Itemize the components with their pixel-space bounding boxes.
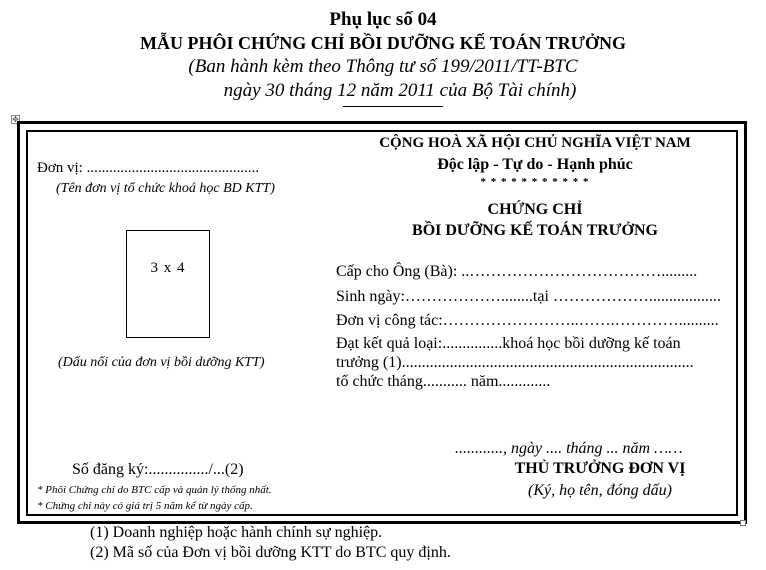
footnote-1: (1) Doanh nghiệp hoặc hành chính sự nghiệp. [90,524,383,541]
field-workplace: Đơn vị công tác:……………………..…….………….......... [336,312,719,329]
decorative-stars: * * * * * * * * * * * [480,176,590,188]
photo-size-label: 3 x 4 [150,260,186,276]
header-divider [343,106,443,107]
stamp-caption: (Dấu nổi của đơn vị bồi dưỡng KTT) [58,355,265,370]
issued-note: (Ban hành kèm theo Thông tư số 199/2011/TT-BTC [188,56,578,77]
document-title: Phụ lục số 04 [329,9,437,30]
field-result: Đạt kết quả loại:...............khoá học bồi dưỡng kế toán [336,335,681,352]
document-subtitle: MẪU PHÔI CHỨNG CHỈ BỒI DƯỠNG KẾ TOÁN TRƯỞNG [139,33,627,53]
nation-name: CỘNG HOÀ XÃ HỘI CHỦ NGHĨA VIỆT NAM [379,135,691,151]
note-validity: * Chứng chỉ này có giá trị 5 năm kể từ ngày cấp. [37,500,253,512]
resize-handle[interactable] [740,520,746,526]
certificate-subtitle: BỒI DƯỠNG KẾ TOÁN TRƯỞNG [412,222,658,239]
footnote-2: (2) Mã số của Đơn vị bồi dưỡng KTT do BTC quy định. [90,544,451,561]
table-move-handle-icon[interactable]: ✥ [12,115,19,124]
signing-date-line: ............, ngày .... tháng ... năm …… [455,440,683,457]
unit-caption: (Tên đơn vị tổ chức khoá học BD KTT) [56,181,275,196]
note-issuance: * Phôi Chứng chỉ do BTC cấp và quản lý thống nhất. [37,484,272,496]
head-of-unit-title: THỦ TRƯỞNG ĐƠN VỊ [514,460,686,477]
field-issued-to: Cấp cho Ông (Bà): ..………………………………......... [336,263,698,280]
field-course-type: trưởng (1)......................................................................... [336,354,694,371]
field-birth: Sinh ngày:………………........tại ……………….................. [336,288,721,305]
unit-field: Đơn vị: .............................................. [37,160,260,176]
signature-caption: (Ký, họ tên, đóng dấu) [528,482,672,499]
registration-number: Số đăng ký:.............../...(2) [72,461,244,478]
issued-date: ngày 30 tháng 12 năm 2011 của Bộ Tài chính) [223,80,577,101]
certificate-title: CHỨNG CHỈ [487,201,583,218]
photo-placeholder [126,230,210,338]
field-course-date: tổ chức tháng........... năm............. [336,373,551,390]
national-motto: Độc lập - Tự do - Hạnh phúc [437,156,633,173]
